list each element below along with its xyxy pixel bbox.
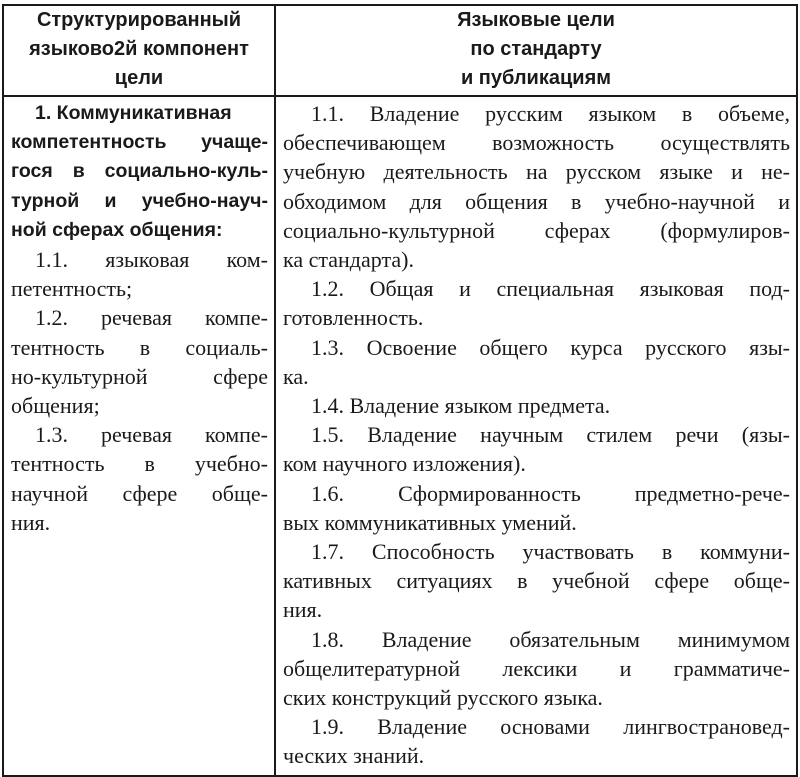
right-item-line: 1.2. Общая и специальная языковая под- bbox=[311, 276, 790, 302]
right-column-cell bbox=[275, 96, 797, 776]
right-item-line: обеспечивающем возможность осуществлять bbox=[283, 130, 790, 156]
right-item-line: вых коммуникативных умений. bbox=[283, 509, 577, 535]
competence-heading-line: ной сферах общения: bbox=[11, 218, 223, 241]
left-item-line: общения; bbox=[11, 393, 100, 419]
header-left-line: Структурированный bbox=[36, 9, 242, 31]
goals-table bbox=[2, 4, 798, 777]
right-list-item bbox=[283, 333, 790, 391]
right-item-line: ка стандарта). bbox=[283, 247, 414, 273]
right-item-line: 1.9. Владение основами лингвострановед- bbox=[311, 714, 790, 740]
right-item-line: 1.5. Владение научным стилем речи (язы- bbox=[311, 422, 790, 448]
right-item-line: ских конструкций русского языка. bbox=[283, 685, 603, 711]
left-item-line: 1.1. языковая ком- bbox=[35, 247, 268, 273]
right-list-item bbox=[283, 274, 790, 332]
header-right-line: и публикациям bbox=[460, 67, 612, 89]
header-right-line: Языковые цели bbox=[457, 9, 615, 31]
left-item-line: тентность в учебно- bbox=[11, 451, 268, 477]
competence-heading-line: турной и учебно-науч- bbox=[11, 189, 268, 212]
left-item-line: ния. bbox=[11, 509, 51, 535]
competence-heading-line: 1. Коммуникативная bbox=[35, 102, 232, 124]
left-item-line: 1.3. речевая компе- bbox=[35, 422, 268, 448]
right-item-line: 1.6. Сформированность предметно-рече- bbox=[311, 480, 790, 506]
right-item-line: обходимом для общения в учебно-научной и bbox=[283, 188, 790, 214]
left-list-item bbox=[11, 420, 268, 537]
right-item-line: ка. bbox=[283, 363, 309, 389]
header-right-line: по стандарту bbox=[470, 38, 602, 60]
right-list-item bbox=[283, 625, 790, 713]
left-column-cell bbox=[3, 96, 275, 776]
right-list-item bbox=[283, 712, 790, 770]
left-list-item bbox=[11, 245, 268, 303]
right-list-item bbox=[283, 479, 790, 537]
right-item-line: 1.1. Владение русским языком в объеме, bbox=[311, 101, 790, 126]
header-cell-language-goals bbox=[275, 5, 797, 96]
right-item-line: 1.4. Владение языком предмета. bbox=[311, 393, 611, 419]
right-item-line: ния. bbox=[283, 597, 323, 623]
right-item-line: общелитературной лексики и грамматиче- bbox=[283, 655, 790, 681]
right-list-item bbox=[283, 537, 790, 625]
table-header-row bbox=[3, 5, 797, 96]
table-body-row bbox=[3, 96, 797, 776]
right-list-item bbox=[283, 391, 790, 420]
left-item-line: 1.2. речевая компе- bbox=[35, 305, 268, 331]
competence-heading-line: гося в социально-куль- bbox=[11, 160, 268, 183]
header-left-line: цели bbox=[114, 67, 164, 89]
right-list-item bbox=[283, 420, 790, 478]
right-list-item bbox=[283, 99, 790, 274]
right-item-line: кативных ситуациях в учебной сфере обще- bbox=[283, 568, 790, 594]
left-list-item bbox=[11, 303, 268, 420]
right-item-line: 1.3. Освоение общего курса русского язы- bbox=[311, 334, 790, 360]
right-item-line: 1.7. Способность участвовать в коммуни- bbox=[311, 539, 790, 565]
header-cell-structured-component bbox=[3, 5, 275, 96]
left-item-line: тентность в социаль- bbox=[11, 334, 268, 360]
right-item-line: социально-культурной сферах (формулиров- bbox=[283, 217, 790, 243]
right-item-line: ком научного изложения). bbox=[283, 451, 526, 477]
competence-heading-line: компетентность учаще- bbox=[11, 131, 268, 154]
left-item-line: петентность; bbox=[11, 276, 133, 302]
right-item-line: 1.8. Владение обязательным минимумом bbox=[311, 626, 790, 652]
right-item-line: готовленность. bbox=[283, 305, 424, 331]
right-item-line: учебную деятельность на русском языке и не- bbox=[283, 159, 790, 185]
competence-heading bbox=[11, 99, 268, 245]
left-item-line: научной сфере обще- bbox=[11, 480, 268, 506]
right-item-line: ческих знаний. bbox=[283, 743, 425, 769]
header-left-line: языково2й компонент bbox=[29, 38, 249, 60]
left-item-line: но-культурной сфере bbox=[11, 363, 268, 389]
